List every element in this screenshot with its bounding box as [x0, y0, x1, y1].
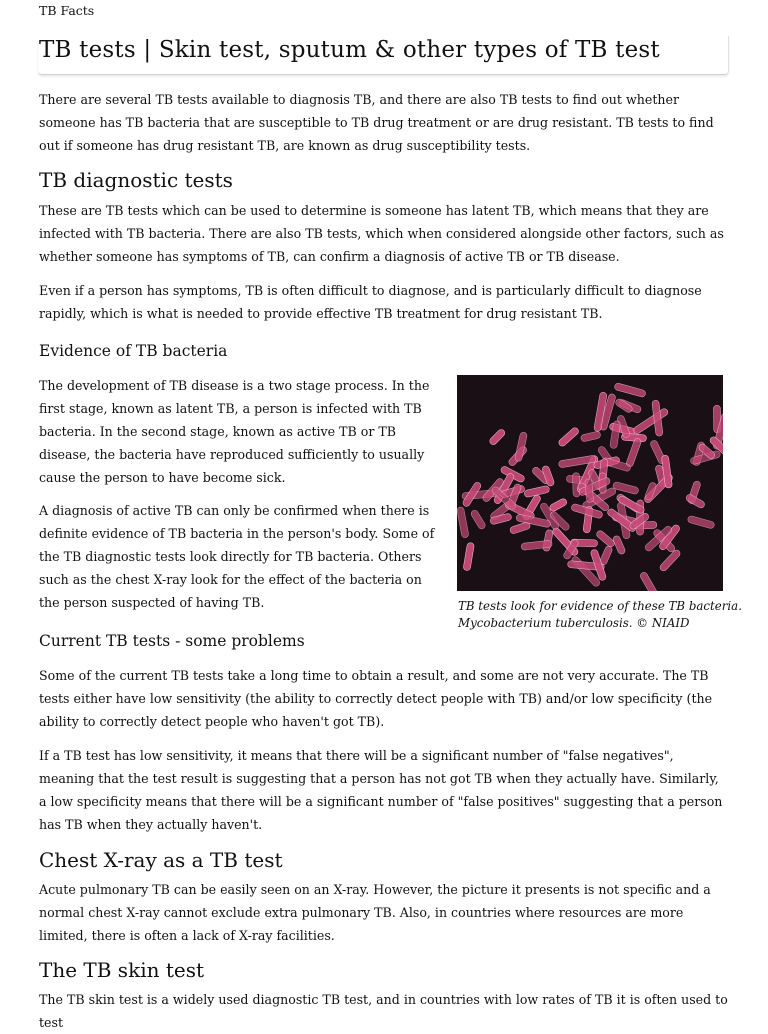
problems-paragraph-2: If a TB test has low sensitivity, it means that there will be a significant number of "false negatives", meaning that the test result is suggesting that a person has not got TB when they actually have. Similarly, a low specificity means that there will be a significant number of "false positives" suggesting that a person has TB when they actually haven't. — [39, 748, 723, 832]
bacterium-rod — [457, 507, 469, 539]
bacterium-rod — [639, 571, 661, 591]
heading-evidence: Evidence of TB bacteria — [39, 342, 228, 360]
heading-skin-test: The TB skin test — [39, 958, 204, 982]
bacteria-image — [457, 375, 723, 591]
bacterium-rod — [580, 431, 601, 442]
bacterium-rod — [470, 509, 487, 530]
page-title: TB tests | Skin test, sputum & other types of TB test — [39, 37, 660, 63]
problems-paragraph-1: Some of the current TB tests take a long time to obtain a result, and some are not very accurate. The TB tests either have low sensitivity (the ability to correctly detect people with TB) and/or low specificity (the ability to correctly detect people who haven't got TB). — [39, 668, 713, 729]
evidence-paragraph-2: A diagnosis of active TB can only be confirmed when there is definite evidence of TB bacteria in the person's body. Some of the TB diagnostic tests look directly for TB bacteria. Others such as the chest X-ray look for the effect of the bacteria on the person suspected of having TB. — [39, 503, 435, 610]
xray-paragraph: Acute pulmonary TB can be easily seen on an X-ray. However, the picture it presents is not specific and a normal chest X-ray cannot exclude extra pulmonary TB. Also, in countries where resources are more limited, there is often a lack of X-ray facilities. — [39, 882, 711, 943]
bacterium-rod — [463, 542, 475, 571]
heading-diagnostic-tests: TB diagnostic tests — [39, 168, 233, 192]
figure-caption — [458, 598, 748, 632]
bacterium-rod — [625, 437, 642, 467]
caption-line-1: TB tests look for evidence of these TB bacteria. — [458, 599, 742, 613]
bacterium-rod — [585, 479, 594, 503]
bacteria-illustration — [457, 375, 723, 591]
caption-line-2: Mycobacterium tuberculosis. © NIAID — [458, 616, 690, 630]
heading-chest-xray: Chest X-ray as a TB test — [39, 848, 283, 872]
intro-paragraph: There are several TB tests available to diagnosis TB, and there are also TB tests to find out whether someone has TB bacteria that are susceptible to TB drug treatment or are drug resistant. TB tests to find out if someone has drug resistant TB, are known as drug susceptibility tests. — [39, 92, 714, 153]
bacterium-rod — [595, 529, 616, 548]
bacterium-rod — [549, 498, 568, 513]
bacterium-rod — [557, 426, 579, 447]
bacterium-rod — [514, 432, 527, 462]
bacterium-rod — [687, 515, 715, 529]
diagnostic-paragraph-2: Even if a person has symptoms, TB is often difficult to diagnose, and is particularly difficult to diagnose rapidly, which is what is needed to provide effective TB treatment for drug resistant TB. — [39, 283, 702, 321]
diagnostic-paragraph-1: These are TB tests which can be used to determine is someone has latent TB, which means that they are infected with TB bacteria. There are also TB tests, which when considered alongside other factors, such as whether someone has symptoms of TB, can confirm a diagnosis of active TB or TB disease. — [39, 203, 724, 264]
bacterium-rod — [488, 428, 506, 446]
skin-paragraph: The TB skin test is a widely used diagnostic TB test, and in countries with low rates of TB it is often used to test — [39, 992, 728, 1030]
evidence-paragraph-1: The development of TB disease is a two stage process. In the first stage, known as latent TB, a person is infected with TB bacteria. In the second stage, known as active TB or TB disease, the bacteria have reproduced sufficiently to usually cause the person to have become sick. — [39, 378, 430, 485]
bacterium-rod — [614, 382, 646, 397]
site-name[interactable]: TB Facts — [39, 3, 95, 18]
bacterium-rod — [612, 481, 639, 494]
bacterium-rod — [659, 549, 682, 573]
heading-current-problems: Current TB tests - some problems — [39, 632, 305, 650]
